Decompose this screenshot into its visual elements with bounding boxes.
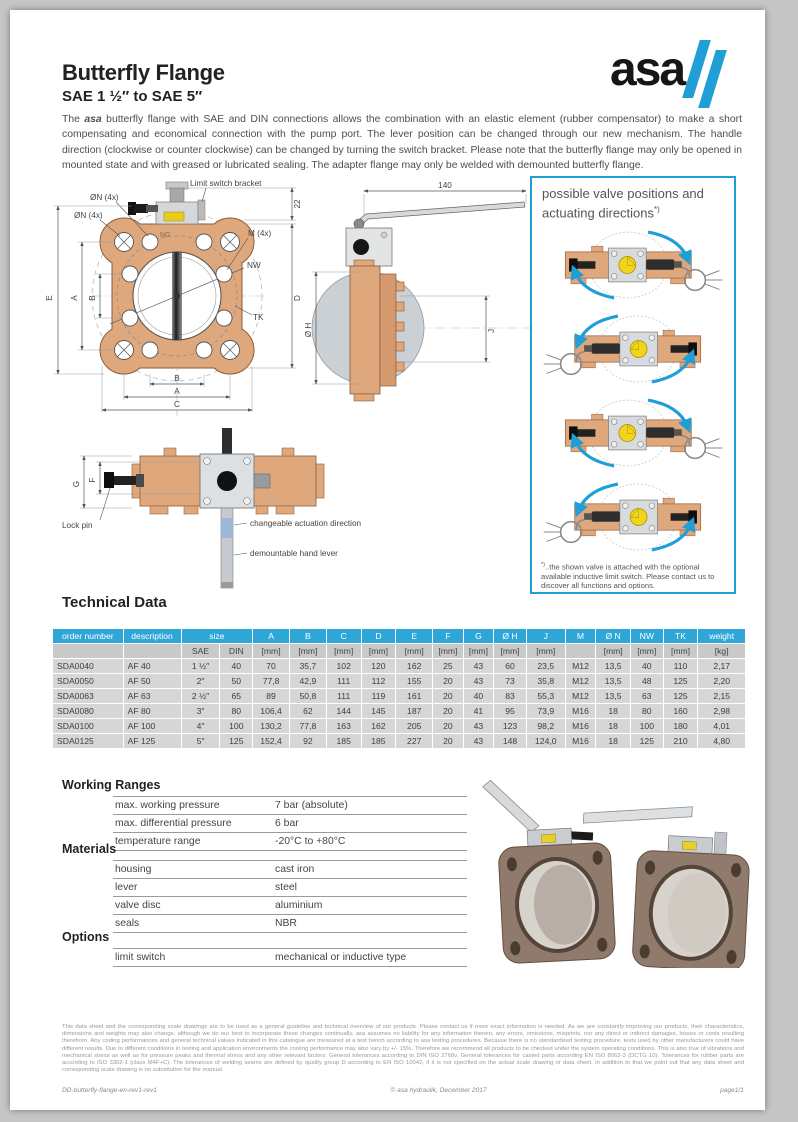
table-cell: 25: [433, 659, 463, 673]
table-cell: SDA0080: [53, 704, 123, 718]
column-header: Ø N: [596, 629, 630, 643]
footer-row: [62, 1087, 744, 1094]
table-cell: 110: [664, 659, 698, 673]
spec-value: aluminium: [275, 900, 323, 911]
intro-text: butterfly flange with SAE and DIN connections allows the combination with an elastic element (rubber compensator) to make a short compensating and economical connection with the pump port. The lever position can be changed through our new mechanism. The handle direction (clockwise or counter clockwise) can be changed by turning the switch bracket. Please note that the butterfly flange may only be opened in mounted state and with greased or lubricated sealing. The adapter flange may only be welded with demounted butterfly flange.: [62, 114, 742, 172]
product-photo: [478, 772, 774, 968]
table-cell: 111: [327, 674, 361, 688]
column-header: order number: [53, 629, 123, 643]
flange-top-view-drawing: [54, 422, 366, 608]
spec-label: valve disc: [115, 900, 161, 911]
working-ranges-table: [113, 796, 467, 851]
table-row: [53, 689, 745, 703]
table-row: [53, 704, 745, 718]
valve-panel-footnote: [532, 557, 734, 590]
table-cell: 73: [494, 674, 526, 688]
spec-label: limit switch: [115, 952, 166, 963]
unit-cell: [mm]: [527, 644, 565, 658]
table-cell: 185: [327, 734, 361, 748]
dim-e: E: [45, 295, 54, 301]
table-cell: M12: [566, 659, 596, 673]
column-header: NW: [631, 629, 663, 643]
table-cell: 112: [362, 674, 396, 688]
unit-cell: [mm]: [664, 644, 698, 658]
table-cell: AF 40: [124, 659, 181, 673]
dim-140: 140: [438, 181, 452, 190]
table-cell: 125: [664, 689, 698, 703]
table-cell: 144: [327, 704, 361, 718]
valve-position-illustration: [539, 309, 727, 389]
brand-name: asa: [84, 114, 102, 125]
spec-row: [113, 832, 467, 851]
spec-label: temperature range: [115, 836, 201, 847]
unit-cell: [mm]: [494, 644, 526, 658]
table-cell: 227: [396, 734, 432, 748]
table-cell: 43: [464, 674, 494, 688]
footnote-marker: *): [654, 205, 660, 214]
valve-position-illustration: [539, 393, 727, 473]
unit-cell: DIN: [220, 644, 252, 658]
table-cell: M12: [566, 674, 596, 688]
spec-row: [113, 814, 467, 832]
logo-text: asa: [610, 43, 685, 96]
table-cell: SDA0040: [53, 659, 123, 673]
materials-heading: Materials: [62, 842, 117, 856]
table-cell: 106,4: [253, 704, 289, 718]
table-cell: 95: [494, 704, 526, 718]
table-cell: AF 63: [124, 689, 181, 703]
table-cell: 100: [220, 719, 252, 733]
table-cell: SDA0100: [53, 719, 123, 733]
table-cell: 83: [494, 689, 526, 703]
table-cell: M12: [566, 689, 596, 703]
unit-cell: SAE: [182, 644, 220, 658]
table-cell: 20: [433, 689, 463, 703]
spec-row: [113, 896, 467, 914]
table-cell: 35,8: [527, 674, 565, 688]
table-cell: 80: [631, 704, 663, 718]
valve-footnote-text: ..the shown valve is attached with the optional available inductive limit switch. Please contact us to discover all functions and options.: [541, 562, 715, 591]
spec-label: max. differential pressure: [115, 818, 232, 829]
unit-cell: [mm]: [362, 644, 396, 658]
table-cell: 23,5: [527, 659, 565, 673]
legal-disclaimer: This data sheet and the corresponding scale drawings are to be used as a general guideline and technical overview of our products. Please contact us if more exact information is needed. As we are constantly improving our products, their characteristics, dimensions and weights may also change, although we do our best to incorporate these changes continually, asa assumes no liability for any information therein, any errors, omissions, misprints, nor any direct or indirect damages, losses or costs resulting therefrom. Any coding performances and general technical values indicated in this catalogue are measured at a test bench according to asa testing procedures. Because there is no standardized testing procedure, tests used by other manufacturers could have different results. Due to different conditions in testing and application environments the cooling performance may also vary by +/- 15%. Therefore we recommend all products to be checked under the system operating conditions. This is also true of vibrations and mechanical stress as well as for pressure peaks and thermal stress and any other relevant factors. General tolerances according to DIN ISO 2768v. General tolerances for casted parts according EN ISO 8062-3 (DCTG 10). Tolerances for rubber parts are according to ISO 3302-1 (class M4F+C). The tolerances of welding seams are defined by quality group D according to EN ISO 10042, if it is not specified on the actual scale drawing or data sheet. In addition to that we point out that any data sheet and corresponding scale drawing is no substitution for the manual.: [62, 1024, 744, 1074]
spec-row: [113, 796, 467, 814]
table-cell: 125: [631, 734, 663, 748]
table-cell: AF 50: [124, 674, 181, 688]
table-cell: M16: [566, 704, 596, 718]
table-row: [53, 674, 745, 688]
unit-cell: [mm]: [396, 644, 432, 658]
column-header: F: [433, 629, 463, 643]
dim-j: J: [487, 328, 496, 334]
table-cell: 5″: [182, 734, 220, 748]
table-cell: SDA0125: [53, 734, 123, 748]
spec-label: housing: [115, 864, 152, 875]
table-cell: 2,17: [698, 659, 745, 673]
table-cell: 13,5: [596, 659, 630, 673]
asa-logo: [610, 44, 718, 108]
table-cell: 155: [396, 674, 432, 688]
dim-b: B: [88, 295, 97, 301]
table-cell: 40: [220, 659, 252, 673]
unit-cell: [mm]: [596, 644, 630, 658]
datasheet-page: [10, 10, 765, 1110]
spec-value: steel: [275, 882, 297, 893]
column-header: D: [362, 629, 396, 643]
spec-label: seals: [115, 918, 140, 929]
table-cell: AF 100: [124, 719, 181, 733]
table-cell: AF 125: [124, 734, 181, 748]
intro-paragraph: [62, 112, 742, 174]
technical-data-table-body: [53, 629, 745, 748]
valve-illustrations: [532, 225, 734, 557]
table-cell: 162: [396, 659, 432, 673]
table-cell: 20: [433, 674, 463, 688]
unit-cell: [mm]: [290, 644, 326, 658]
column-header: M: [566, 629, 596, 643]
unit-cell: [566, 644, 596, 658]
spec-label: max. working pressure: [115, 800, 220, 811]
table-cell: 20: [433, 719, 463, 733]
unit-cell: [mm]: [433, 644, 463, 658]
page-number: page1/1: [720, 1087, 744, 1094]
table-cell: 125: [664, 674, 698, 688]
lock-pin-label: Lock pin: [62, 521, 93, 530]
table-cell: 4″: [182, 719, 220, 733]
technical-data-table-wrap: [52, 628, 746, 749]
changeable-actuation-label: changeable actuation direction: [250, 519, 362, 528]
table-cell: 2,15: [698, 689, 745, 703]
table-cell: 65: [220, 689, 252, 703]
table-cell: 18: [596, 719, 630, 733]
table-cell: 50: [220, 674, 252, 688]
column-header: Ø H: [494, 629, 526, 643]
valve-positions-panel: [530, 176, 736, 594]
table-cell: 43: [464, 719, 494, 733]
table-cell: 145: [362, 704, 396, 718]
table-cell: 43: [464, 659, 494, 673]
table-cell: SDA0063: [53, 689, 123, 703]
dim-oh: Ø H: [304, 322, 313, 338]
unit-cell: [mm]: [253, 644, 289, 658]
flange-side-view-drawing: [298, 180, 538, 412]
spec-value: mechanical or inductive type: [275, 952, 407, 963]
spec-row: [113, 878, 467, 896]
table-cell: 160: [664, 704, 698, 718]
table-cell: 18: [596, 704, 630, 718]
hole-diameter-label: ØN (4x): [90, 193, 119, 202]
dim-c: C: [174, 400, 180, 409]
options-heading: Options: [62, 930, 110, 944]
dim-g: G: [72, 480, 81, 488]
dim-a: A: [174, 387, 180, 396]
column-header: weight: [698, 629, 745, 643]
table-cell: 4,01: [698, 719, 745, 733]
technical-data-heading: Technical Data: [62, 594, 167, 611]
thread-label: M (4x): [248, 229, 272, 238]
table-cell: 89: [253, 689, 289, 703]
table-cell: 185: [362, 734, 396, 748]
table-cell: 18: [596, 734, 630, 748]
demountable-lever-label: demountable hand lever: [250, 549, 338, 558]
table-cell: 48: [631, 674, 663, 688]
unit-cell: [124, 644, 181, 658]
table-cell: 2,20: [698, 674, 745, 688]
table-cell: 43: [464, 734, 494, 748]
dim-b: B: [174, 374, 180, 383]
table-cell: 62: [290, 704, 326, 718]
spec-value: NBR: [275, 918, 297, 929]
table-cell: SDA0050: [53, 674, 123, 688]
table-cell: 2″: [182, 674, 220, 688]
table-cell: 162: [362, 719, 396, 733]
table-cell: 40: [631, 659, 663, 673]
table-cell: 60: [494, 659, 526, 673]
column-header: J: [527, 629, 565, 643]
document-id: DD-butterfly-flange-en-rev1-rev1: [62, 1087, 157, 1094]
table-cell: 102: [327, 659, 361, 673]
table-cell: 210: [664, 734, 698, 748]
table-row: [53, 719, 745, 733]
table-cell: 163: [327, 719, 361, 733]
table-cell: 20: [433, 734, 463, 748]
spec-row: [113, 860, 467, 878]
table-cell: 98,2: [527, 719, 565, 733]
page-subtitle: SAE 1 ½″ to SAE 5″: [62, 88, 203, 105]
column-header: B: [290, 629, 326, 643]
dim-d: D: [293, 295, 302, 301]
table-cell: 55,3: [527, 689, 565, 703]
flange-front-view-drawing: [40, 176, 312, 424]
table-cell: 1 ½″: [182, 659, 220, 673]
dim-f: F: [88, 477, 97, 483]
unit-cell: [53, 644, 123, 658]
spec-value: 7 bar (absolute): [275, 800, 348, 811]
table-cell: 70: [253, 659, 289, 673]
table-cell: 92: [290, 734, 326, 748]
intro-text: The: [62, 114, 85, 125]
table-cell: 40: [464, 689, 494, 703]
table-row: [53, 734, 745, 748]
tk-label: TK: [253, 313, 264, 322]
table-cell: AF 80: [124, 704, 181, 718]
unit-cell: [mm]: [464, 644, 494, 658]
column-header: A: [253, 629, 289, 643]
valve-position-illustration: [539, 477, 727, 557]
technical-data-table: [52, 628, 746, 749]
table-cell: 124,0: [527, 734, 565, 748]
table-cell: 80: [220, 704, 252, 718]
table-cell: 148: [494, 734, 526, 748]
dim-a: A: [70, 295, 79, 301]
column-header: TK: [664, 629, 698, 643]
footnote-marker: *): [541, 562, 545, 569]
hole-diameter-label: ØN (4x): [74, 211, 103, 220]
dim-22: 22: [293, 199, 302, 209]
table-cell: 119: [362, 689, 396, 703]
spec-label: lever: [115, 882, 138, 893]
options-table: [113, 948, 467, 967]
table-cell: 63: [631, 689, 663, 703]
limit-switch-bracket-label: Limit switch bracket: [190, 179, 262, 188]
column-header: size: [182, 629, 253, 643]
table-cell: 77,8: [253, 674, 289, 688]
page-title: Butterfly Flange: [62, 60, 225, 85]
unit-cell: [mm]: [327, 644, 361, 658]
table-cell: 120: [362, 659, 396, 673]
valve-panel-title-text: possible valve positions and actuating directions: [542, 186, 704, 221]
spec-value: -20°C to +80°C: [275, 836, 346, 847]
table-cell: 77,8: [290, 719, 326, 733]
column-header: C: [327, 629, 361, 643]
table-cell: 13,5: [596, 689, 630, 703]
table-row: [53, 659, 745, 673]
table-cell: M16: [566, 719, 596, 733]
table-cell: 2,98: [698, 704, 745, 718]
table-cell: M16: [566, 734, 596, 748]
table-cell: 3″: [182, 704, 220, 718]
valve-panel-title: [532, 178, 734, 223]
materials-table: [113, 860, 467, 933]
column-header: description: [124, 629, 181, 643]
table-cell: 180: [664, 719, 698, 733]
table-cell: 123: [494, 719, 526, 733]
table-cell: 50,8: [290, 689, 326, 703]
table-cell: 130,2: [253, 719, 289, 733]
table-cell: 41: [464, 704, 494, 718]
table-cell: 2 ½″: [182, 689, 220, 703]
column-header: G: [464, 629, 494, 643]
table-cell: 161: [396, 689, 432, 703]
spec-value: cast iron: [275, 864, 315, 875]
working-ranges-heading: Working Ranges: [62, 778, 161, 792]
spec-row: [113, 914, 467, 933]
table-cell: 42,9: [290, 674, 326, 688]
table-cell: 13,5: [596, 674, 630, 688]
spec-value: 6 bar: [275, 818, 299, 829]
table-cell: 20: [433, 704, 463, 718]
table-cell: 152,4: [253, 734, 289, 748]
column-header: E: [396, 629, 432, 643]
table-cell: 111: [327, 689, 361, 703]
copyright: © asa hydraulik, December 2017: [390, 1087, 487, 1094]
table-cell: 4,80: [698, 734, 745, 748]
spec-row: [113, 948, 467, 967]
valve-position-illustration: [539, 225, 727, 305]
nw-label: NW: [247, 261, 261, 270]
ng-cast-mark: NG: [160, 232, 171, 239]
table-cell: 187: [396, 704, 432, 718]
table-cell: 35,7: [290, 659, 326, 673]
table-cell: 125: [220, 734, 252, 748]
table-cell: 73,9: [527, 704, 565, 718]
unit-cell: [mm]: [631, 644, 663, 658]
unit-cell: [kg]: [698, 644, 745, 658]
table-cell: 205: [396, 719, 432, 733]
table-cell: 100: [631, 719, 663, 733]
